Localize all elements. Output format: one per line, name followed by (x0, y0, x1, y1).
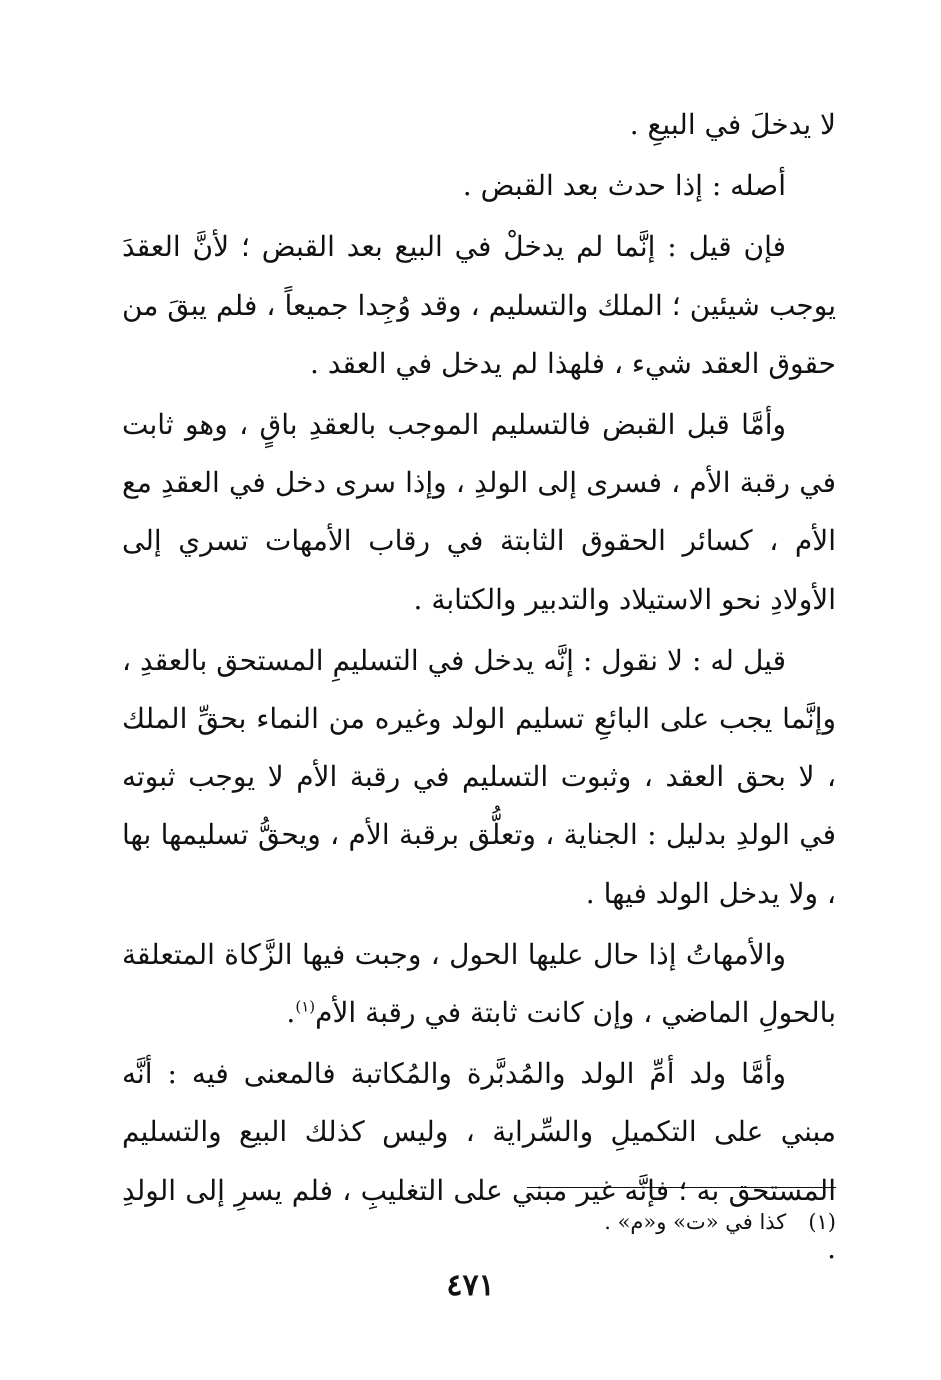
sentence-end: . (286, 996, 296, 1030)
footnote-separator (527, 1187, 836, 1188)
paragraph-continuation: لا يدخلَ في البيعِ . (629, 108, 836, 141)
paragraph-origin: أصله : إذا حدث بعد القبض . (462, 169, 786, 203)
footnote-reference: (١) (295, 997, 316, 1016)
paragraph-reply: قيل له : لا نقول : إنَّه يدخل في التسليمِ المستحق بالعقدِ ، وإنَّما يجب على البائعِ تسليم الولد وغيره من النماء بحقِّ الملك ، لا بحق العقد ، وثبوت التسليم في رقبة الأم لا يوجب ثبوته في الولدِ بدليل : الجناية ، وتعلُّق برقبة الأم ، ويحقُّ تسليمها بها ، ولا يدخل الولد فيها . (122, 643, 836, 910)
footnote-number: (١) (808, 1210, 836, 1234)
paragraph-objection: فإن قيل : إنَّما لم يدخلْ في البيع بعد القبض ؛ لأنَّ العقدَ يوجب شيئين ؛ الملك والتسليم ، وقد وُجِدا جميعاً ، فلم يبقَ من حقوق العقد شيء ، فلهذا لم يدخل في العقد . (122, 230, 836, 380)
paragraph-umm-walad: وأمَّا ولد أمِّ الولد والمُدبَّرة والمُكاتبة فالمعنى فيه : أنَّه مبني على التكميلِ والسِّراية ، وليس كذلك البيع والتسليم المستحق به ؛ فإنَّه غير مبني على التغليبِ ، فلم يسرِ إلى الولدِ . (122, 1057, 836, 1265)
paragraph-mothers-zakat-text: والأمهاتُ إذا حال عليها الحول ، وجبت فيها الزَّكاة المتعلقة بالحولِ الماضي ، وإن كانت ثابتة في رقبة الأم (122, 937, 836, 1030)
footnote-text: كذا في «ت» و«م» . (604, 1210, 787, 1234)
paragraph-before-possession: وأمَّا قبل القبض فالتسليم الموجب بالعقدِ باقٍ ، وهو ثابت في رقبة الأم ، فسرى إلى الولدِ ، وإذا سرى دخل في العقدِ مع الأم ، كسائر الحقوق الثابتة في رقاب الأمهات تسري إلى الأولادِ نحو الاستيلاد والتدبير والكتابة . (122, 408, 836, 616)
footnote (122, 1202, 836, 1242)
page-number: ٤٧١ (446, 1268, 495, 1303)
page-body (122, 96, 836, 1281)
paragraph-mothers-zakat (122, 926, 836, 1042)
